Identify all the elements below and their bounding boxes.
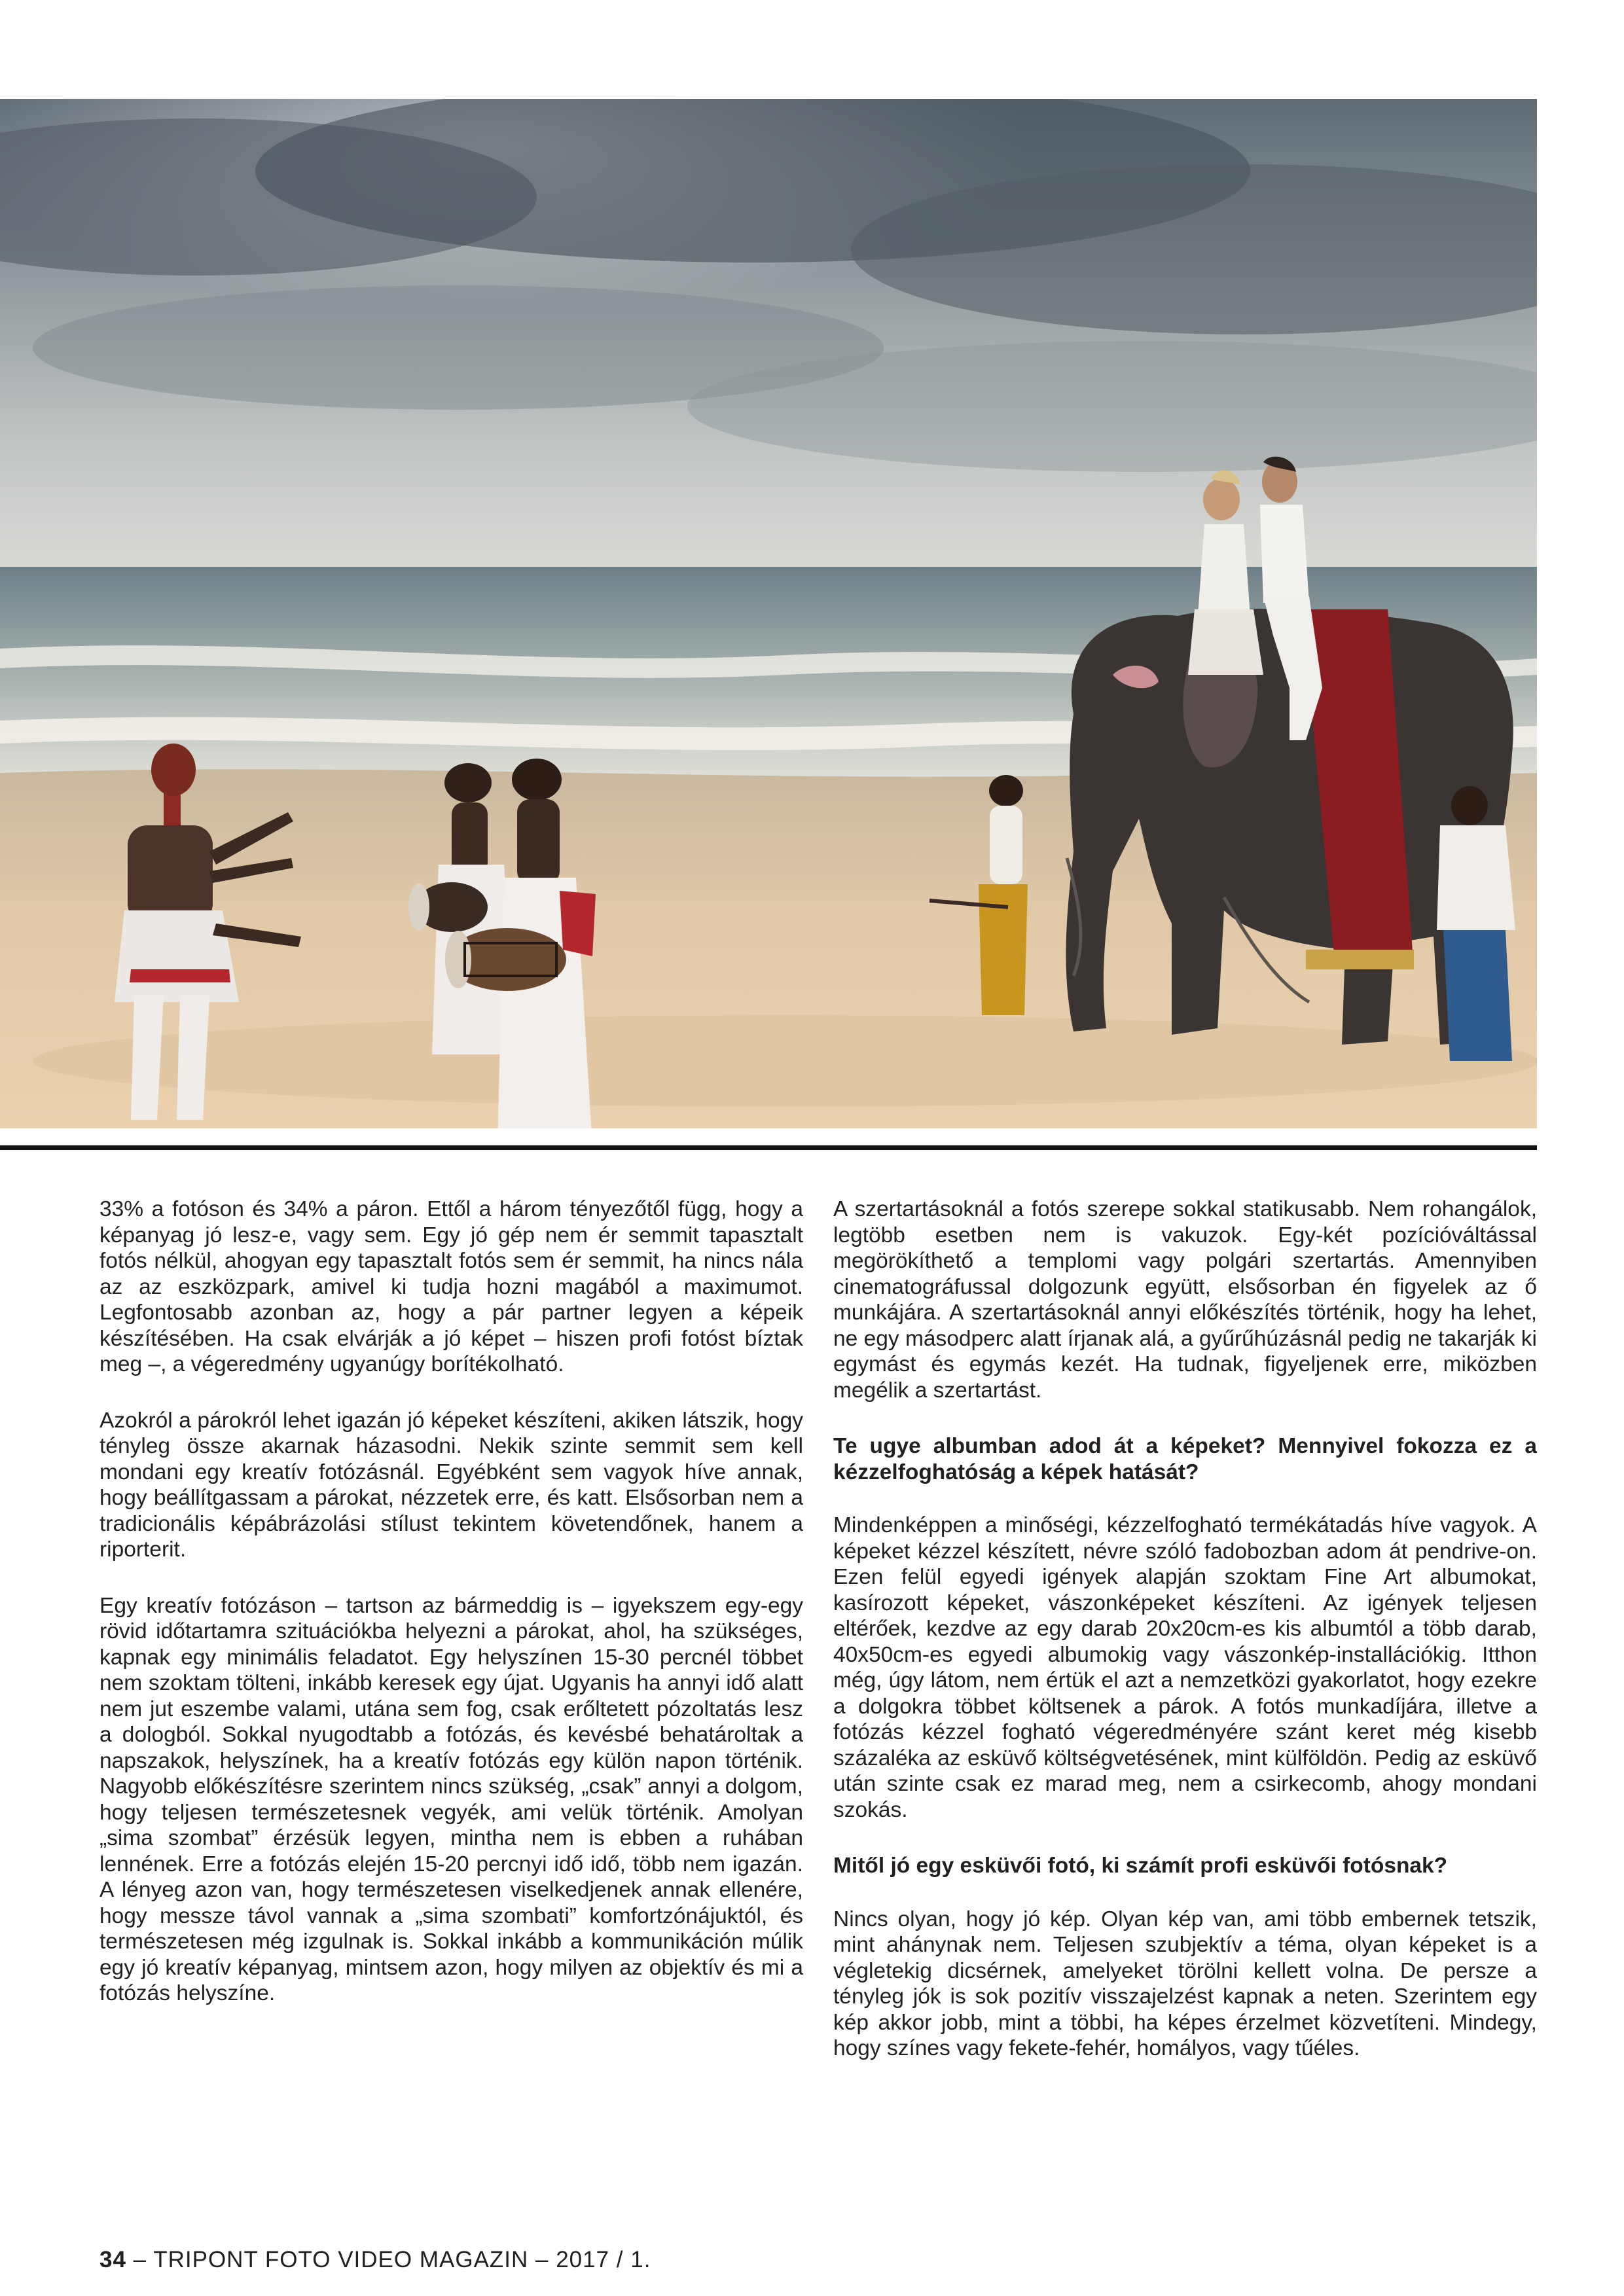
body-paragraph: A szertartásoknál a fotós szerepe sokkal statikusabb. Nem rohangálok, legtöbb esetben nem is vakuzok. Egy-két pozícióváltással megörökíthető a templomi vagy polgári szertartás. Amennyiben cinematográfussal dolgozunk együtt, elsősorban én figyelek az ő munkájára. A szertartásoknál annyi előkészítés történik, hogy ha lehet, ne egy másodperc alatt írjanak alá, a gyűrűhúzásnál pedig ne takarják ki egymást és egymás kezét. Ha tudnak, figyeljenek erre, miközben megélik a szertartást.: [833, 1197, 1537, 1403]
page-footer: [99, 2247, 651, 2273]
beach-wedding-elephant-photo: [0, 99, 1537, 1128]
page-number: 34: [99, 2247, 126, 2272]
article-left-column: [99, 1196, 803, 2037]
body-paragraph: Nincs olyan, hogy jó kép. Olyan kép van, ami több embernek tetszik, mint ahánynak nem. Teljesen szubjektív a téma, olyan képeket is a végletekig dicsérnek, amelyeket törölni kellett volna. De persze a tényleg jók is sok pozitív visszajelzést kapnak a neten. Szerintem egy kép akkor jobb, mint a többi, ha képes érzelmet közvetíteni. Mindegy, hogy színes vagy fekete-fehér, homályos, vagy tűéles.: [833, 1907, 1537, 2060]
body-paragraph: Azokról a párokról lehet igazán jó képeket készíteni, akiken látszik, hogy tényleg össze akarnak házasodni. Nekik szinte semmit sem kell mondani egy kreatív fotózásnál. Egyébként sem vagyok híve annak, hogy beállítgassam a párokat, nézzetek erre, és katt. Elsősorban nem a tradicionális képábrázolási stílust tekintem követendőnek, hanem a riporterit.: [99, 1408, 803, 1562]
footer-publication: – TRIPONT FOTO VIDEO MAGAZIN – 2017 / 1.: [126, 2247, 651, 2272]
body-paragraph: 33% a fotóson és 34% a páron. Ettől a három tényezőtől függ, hogy a képanyag jó lesz-e, vagy sem. Egy jó gép nem ér semmit tapasztalt fotós nélkül, ahogyan egy tapasztalt fotós sem ér semmit, ha nincs nála az az eszközpark, amivel ki tudja hozni magából a maximumot. Legfontosabb azonban az, hogy a pár partner legyen a képeik készítésében. Ha csak elvárják a jó képet – hiszen profi fotóst bíztak meg –, a végeredmény ugyanúgy borítékolható.: [99, 1197, 803, 1376]
section-divider: [0, 1145, 1537, 1150]
interview-question: Mitől jó egy esküvői fotó, ki számít profi esküvői fotósnak?: [833, 1854, 1448, 1878]
body-paragraph: Egy kreatív fotózáson – tartson az bármeddig is – igyekszem egy-egy rövid időtartamra szituációkba helyezni a párokat, ahol, ha szükséges, kapnak egy minimális feladatot. Egy helyszínen 15-30 percnél többet nem szoktam tölteni, inkább keresek egy újat. Ugyanis ha annyi idő alatt nem jut eszembe valami, utána sem fog, csak erőltetett pózoltatás lesz a dologból. Sokkal nyugodtabb a fotózás, és kevésbé behatároltak a napszakok, helyszínek, ha a kreatív fotózás egy külön napon történik. Nagyobb előkészítésre szerintem nincs szükség, „csak” annyi a dolgom, hogy teljesen természetesnek vegyék, ami velük történik. Amolyan „sima szombat” érzésük legyen, mintha nem is ebben a ruhában lennének. Erre a fotózás elején 15-20 percnyi idő idő, több nem igazán. A lényeg azon van, hogy természetesen viselkedjenek annak ellenére, hogy messze távol vannak a „sima szombati” komfortzónájuktól, és természetesen még izgulnak is. Sokkal inkább a kommunikáción múlik egy jó kreatív képanyag, mintsem azon, hogy milyen az objektív és mi a fotózás helyszíne.: [99, 1593, 803, 2005]
interview-question: Te ugye albumban adod át a képeket? Mennyivel fokozza ez a kézzelfoghatóság a képek hatását?: [833, 1434, 1537, 1484]
body-paragraph: Mindenképpen a minőségi, kézzelfogható termékátadás híve vagyok. A képeket kézzel készített, névre szóló fadobozban adom át pendrive-on. Ezen felül egyedi igények alapján szoktam Fine Art albumokat, kasírozott képeket, vászonképeket készíteni. Az igények teljesen eltérőek, kezdve az egy darab 20x20cm-es kis albumtól a több darab, 40x50cm-es egyedi albumokig vagy vászonkép-installációkig. Itthon még, úgy látom, nem értük el azt a nemzetközi gyakorlatot, hogy ezekre a dolgokra többet költsenek a párok. A fotós munkadíjára, illetve a fotózás kézzel fogható végeredményére szánt keret még kisebb százaléka az esküvő költségvetésének, mint külföldön. Pedig az esküvő után szinte csak ez marad meg, nem a csirkecomb, ahogy mondani szokás.: [833, 1513, 1537, 1822]
article-right-column: [833, 1196, 1537, 2092]
